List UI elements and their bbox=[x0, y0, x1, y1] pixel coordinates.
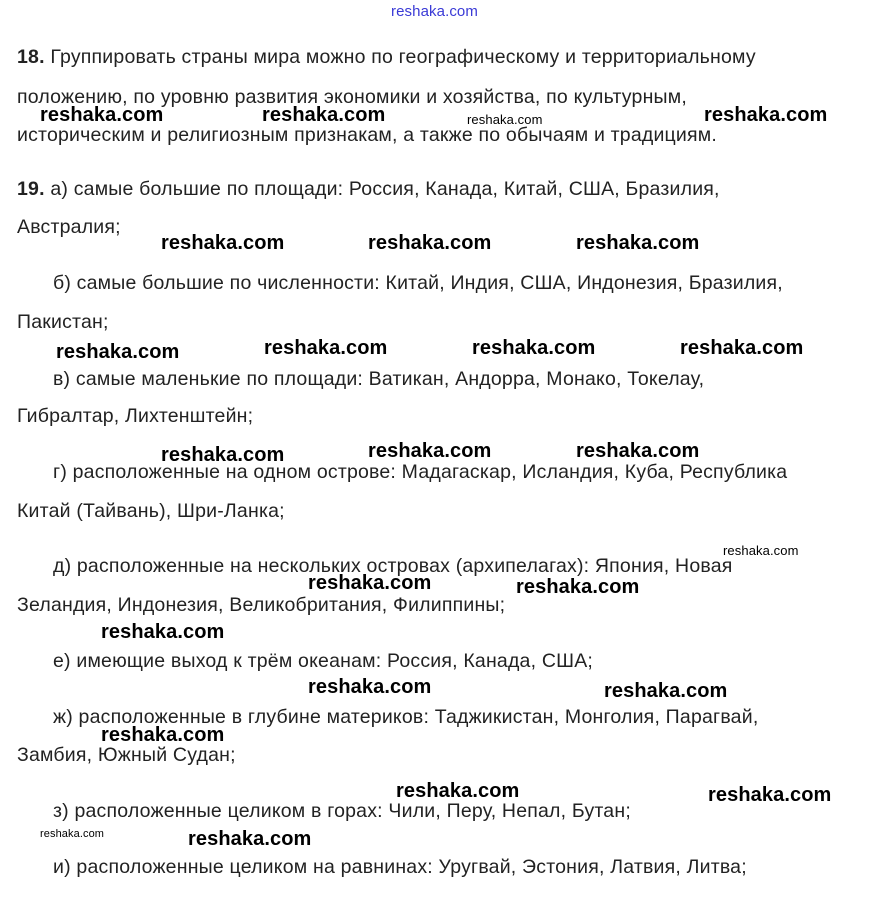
watermark: reshaka.com bbox=[708, 784, 832, 806]
watermark: reshaka.com bbox=[264, 337, 388, 359]
watermark: reshaka.com bbox=[308, 572, 432, 594]
watermark: reshaka.com bbox=[472, 337, 596, 359]
q18-line-1 bbox=[17, 46, 756, 69]
watermark: reshaka.com bbox=[723, 543, 799, 558]
q18-line-3: историческим и религиозным признакам, а также по обычаям и традициям. bbox=[17, 124, 717, 146]
watermark: reshaka.com bbox=[101, 724, 225, 746]
watermark: reshaka.com bbox=[161, 232, 285, 254]
watermark: reshaka.com bbox=[56, 341, 180, 363]
q19-line-z1: з) расположенные целиком в горах: Чили, Перу, Непал, Бутан; bbox=[53, 800, 631, 822]
q19-line-d2: Зеландия, Индонезия, Великобритания, Филиппины; bbox=[17, 594, 506, 616]
q19-number: 19. bbox=[17, 178, 45, 200]
watermark: reshaka.com bbox=[101, 621, 225, 643]
q19-line-d1: д) расположенные на нескольких островах (архипелагах): Япония, Новая bbox=[53, 555, 733, 577]
q19-line-v2: Гибралтар, Лихтенштейн; bbox=[17, 405, 254, 427]
watermark: reshaka.com bbox=[604, 680, 728, 702]
watermark: reshaka.com bbox=[308, 676, 432, 698]
q18-text-1: Группировать страны мира можно по географическому и территориальному bbox=[50, 46, 756, 68]
q18-number: 18. bbox=[17, 46, 45, 68]
watermark: reshaka.com bbox=[40, 104, 164, 126]
watermark: reshaka.com bbox=[467, 112, 543, 127]
watermark: reshaka.com bbox=[704, 104, 828, 126]
watermark-top: reshaka.com bbox=[391, 3, 478, 20]
q19-line-a1 bbox=[17, 178, 720, 201]
q19-line-i1: и) расположенные целиком на равнинах: Уругвай, Эстония, Латвия, Литва; bbox=[53, 856, 747, 878]
q19-text-a1: а) самые большие по площади: Россия, Канада, Китай, США, Бразилия, bbox=[50, 178, 720, 200]
watermark: reshaka.com bbox=[40, 828, 105, 840]
q19-line-e1: е) имеющие выход к трём океанам: Россия, Канада, США; bbox=[53, 650, 594, 672]
q19-line-a2: Австралия; bbox=[17, 216, 121, 238]
q19-line-b1: б) самые большие по численности: Китай, Индия, США, Индонезия, Бразилия, bbox=[53, 272, 783, 294]
q19-line-zh1: ж) расположенные в глубине материков: Таджикистан, Монголия, Парагвай, bbox=[53, 706, 759, 728]
watermark: reshaka.com bbox=[576, 232, 700, 254]
q19-line-zh2: Замбия, Южный Судан; bbox=[17, 744, 236, 766]
watermark: reshaka.com bbox=[396, 780, 520, 802]
watermark: reshaka.com bbox=[368, 232, 492, 254]
q19-line-b2: Пакистан; bbox=[17, 311, 109, 333]
watermark: reshaka.com bbox=[188, 828, 312, 850]
q19-line-g1: г) расположенные на одном острове: Мадагаскар, Исландия, Куба, Республика bbox=[53, 461, 788, 483]
q19-line-v1: в) самые маленькие по площади: Ватикан, Андорра, Монако, Токелау, bbox=[53, 368, 705, 390]
watermark: reshaka.com bbox=[516, 576, 640, 598]
watermark: reshaka.com bbox=[576, 440, 700, 462]
watermark: reshaka.com bbox=[161, 444, 285, 466]
watermark: reshaka.com bbox=[680, 337, 804, 359]
watermark: reshaka.com bbox=[262, 104, 386, 126]
watermark: reshaka.com bbox=[368, 440, 492, 462]
q19-line-g2: Китай (Тайвань), Шри-Ланка; bbox=[17, 500, 285, 522]
q18-line-2: положению, по уровню развития экономики и хозяйства, по культурным, bbox=[17, 86, 687, 108]
